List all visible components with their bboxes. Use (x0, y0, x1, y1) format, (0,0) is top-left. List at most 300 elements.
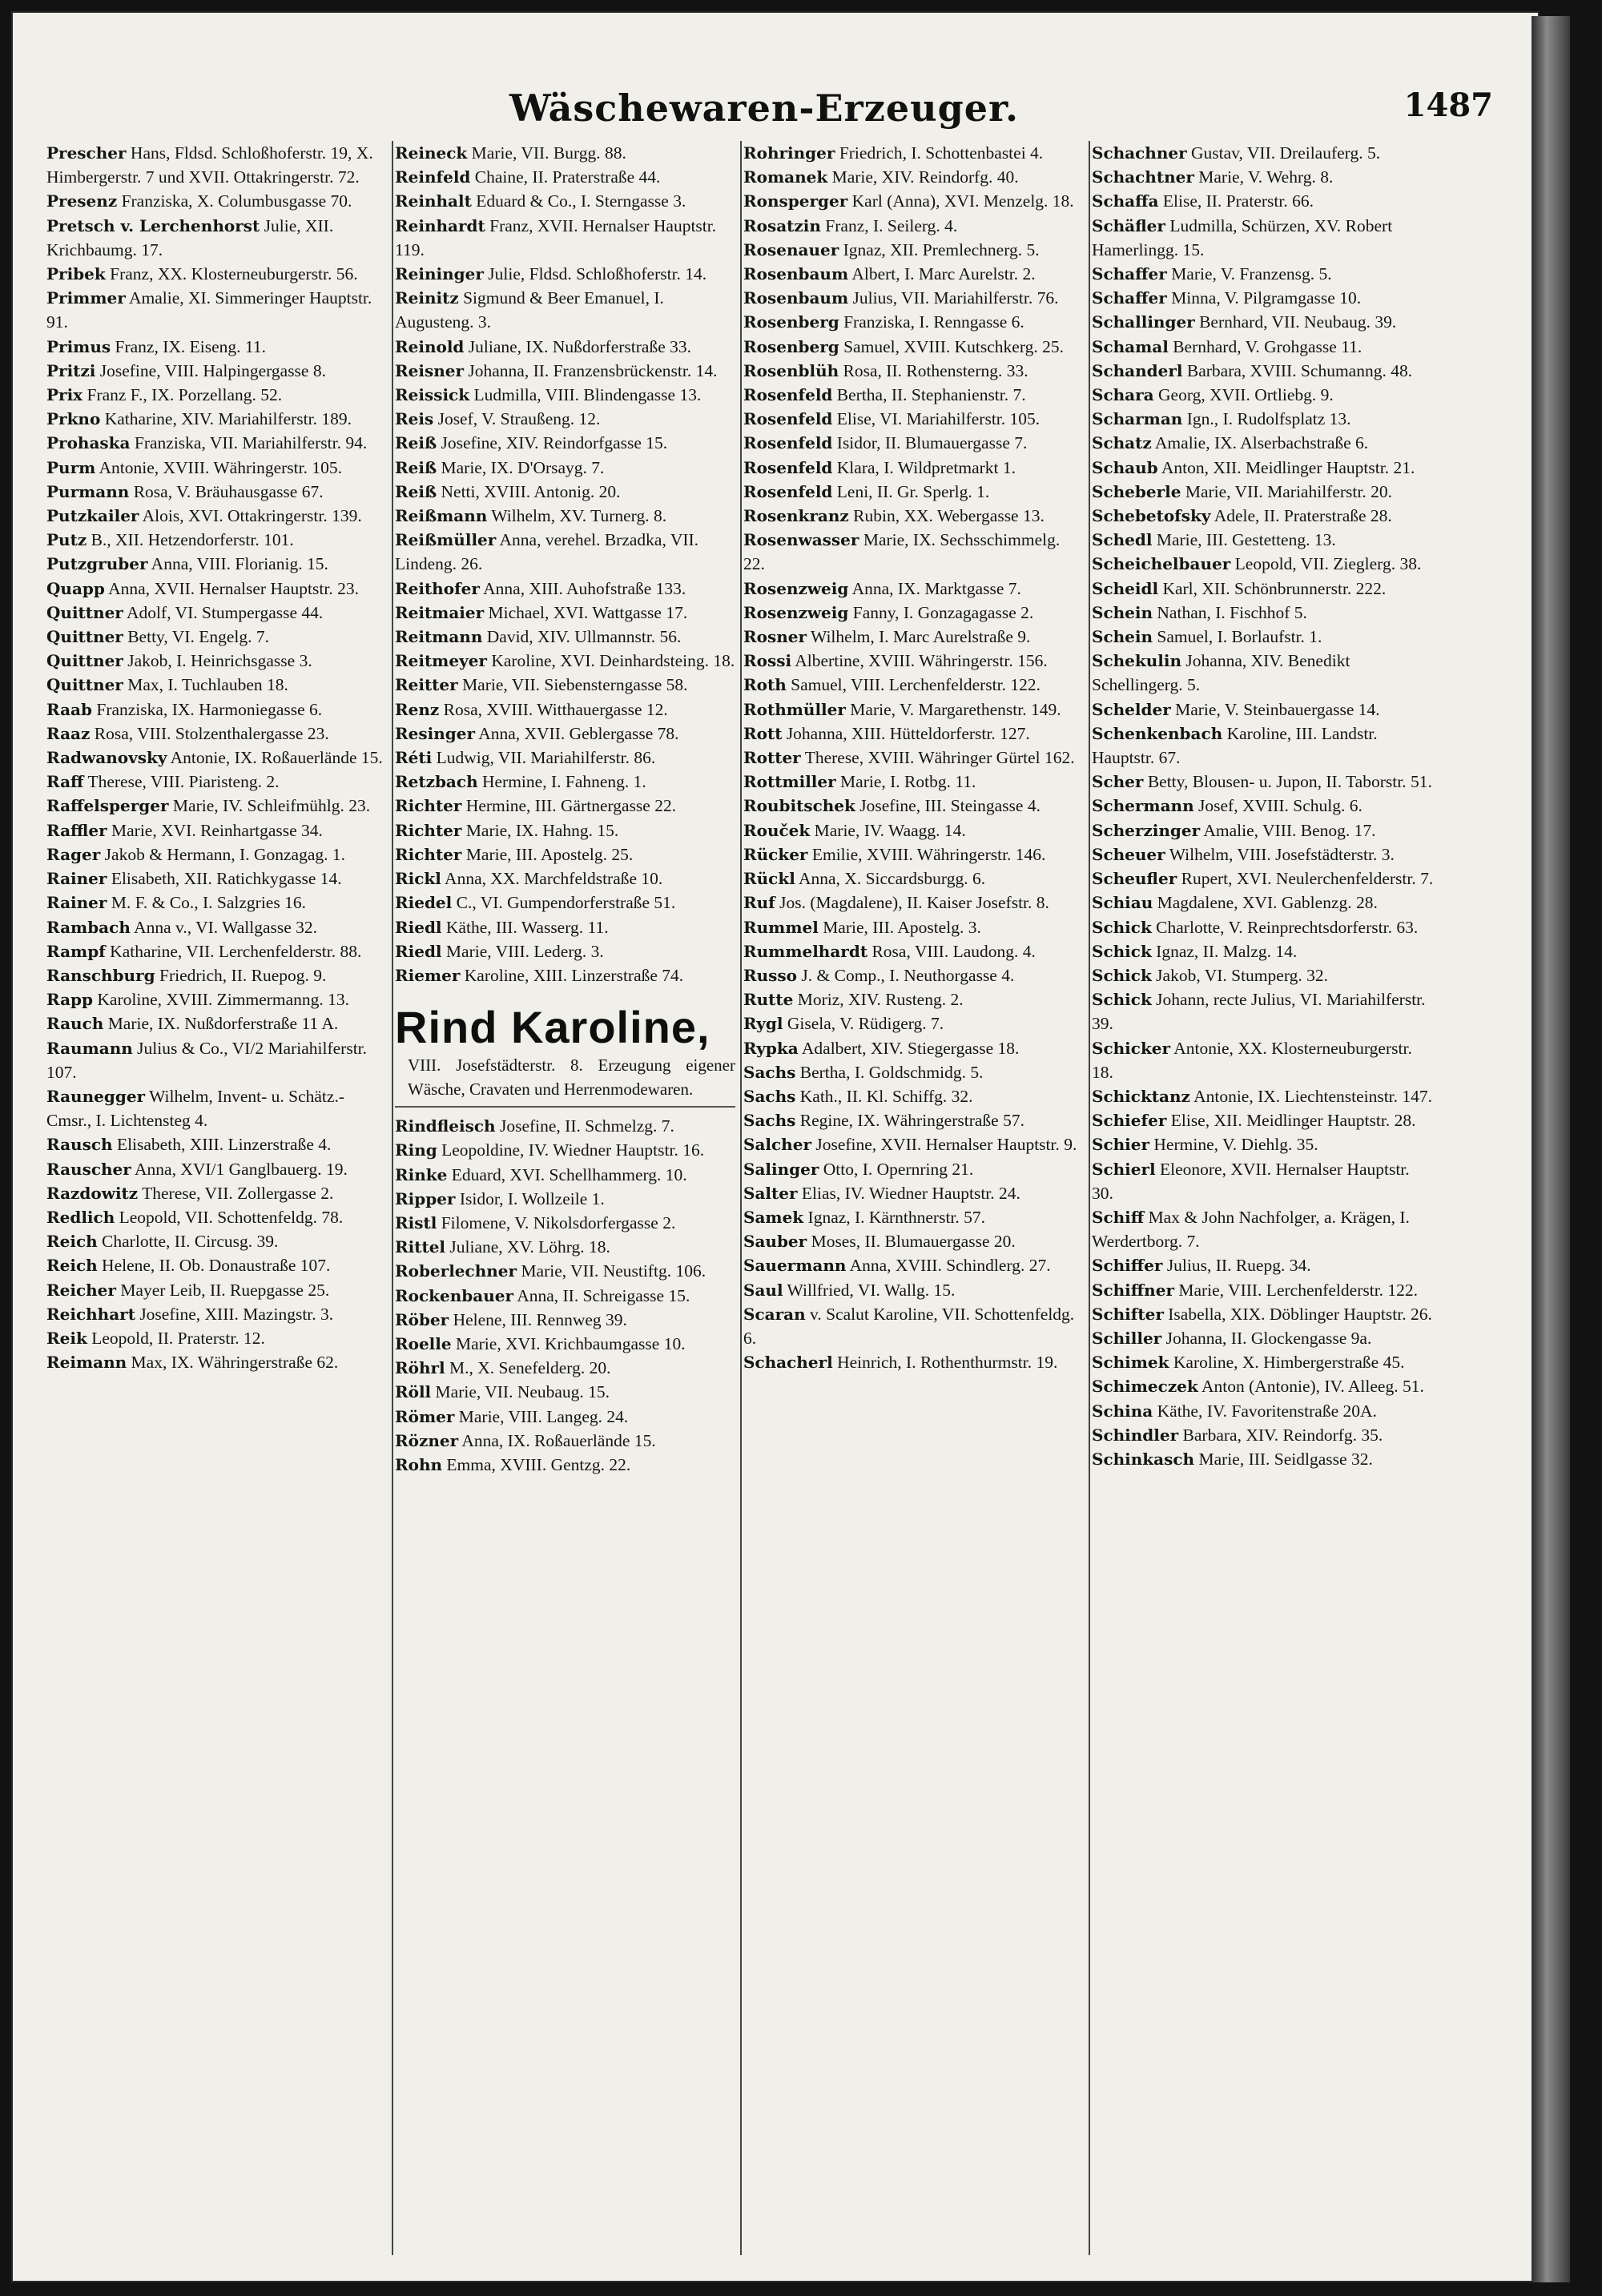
entry-address: Ludwig, VII. Mariahilferstr. 86. (432, 748, 656, 768)
entry-name: Raff (46, 772, 84, 792)
directory-entry (743, 698, 1084, 722)
entry-address: Franz, IX. Eiseng. 11. (111, 336, 266, 356)
directory-entry (395, 456, 735, 480)
directory-entry (743, 649, 1084, 673)
directory-entry (395, 867, 735, 891)
entry-address: Marie, XVI. Krichbaumgasse 10. (451, 1333, 686, 1353)
directory-entry (395, 359, 735, 383)
entry-name: Röber (395, 1309, 449, 1329)
entry-address: Karoline, XIII. Linzerstraße 74. (460, 965, 684, 985)
entry-name: Schedl (1092, 530, 1153, 550)
entry-name: Purm (46, 457, 96, 477)
directory-entry (743, 238, 1084, 262)
directory-entry (46, 987, 387, 1011)
entry-name: Roth (743, 675, 787, 695)
entry-address: Leopold, VII. Schottenfeldg. 78. (115, 1207, 344, 1227)
directory-entry (46, 552, 387, 576)
entry-address: Jakob, VI. Stumperg. 32. (1151, 965, 1328, 985)
entry-address: Johanna, XIV. Benedikt Schellingerg. 5. (1092, 651, 1350, 695)
entry-name: Quittner (46, 602, 123, 622)
entry-address: David, XIV. Ullmannstr. 56. (482, 627, 682, 647)
entry-name: Rambach (46, 917, 131, 937)
directory-entry (395, 891, 735, 915)
entry-address: Netti, XVIII. Antonig. 20. (437, 481, 621, 501)
entry-name: Rindfleisch (395, 1116, 496, 1136)
directory-entry (1092, 1447, 1434, 1471)
entry-address: Isidor, II. Blumauergasse 7. (832, 433, 1028, 453)
entry-address: Marie, V. Franzensg. 5. (1166, 264, 1332, 284)
directory-entry (1092, 1399, 1434, 1423)
entry-address: Anna, X. Siccardsburgg. 6. (795, 869, 986, 889)
entry-name: Reinfeld (395, 167, 471, 187)
entry-address: Josefine, XIII. Mazingstr. 3. (135, 1304, 334, 1324)
entry-address: Hermine, V. Diehlg. 35. (1149, 1135, 1318, 1155)
entry-name: Raffler (46, 820, 107, 840)
directory-entry (1092, 407, 1434, 431)
directory-entry (46, 939, 387, 963)
directory-entry (395, 1259, 735, 1283)
entry-name: Rothmüller (743, 699, 846, 719)
entry-address: Samuel, XVIII. Kutschkerg. 25. (839, 336, 1064, 356)
entry-address: Wilhelm, VIII. Josefstädterstr. 3. (1165, 844, 1395, 864)
entry-name: Rager (46, 844, 101, 864)
entry-name: Schick (1092, 990, 1152, 1010)
directory-entry (743, 1253, 1084, 1277)
directory-entry (395, 746, 735, 770)
directory-entry (743, 165, 1084, 189)
entry-address: Käthe, IV. Favoritenstraße 20A. (1153, 1401, 1377, 1421)
entry-name: Sachs (743, 1062, 796, 1082)
entry-name: Saul (743, 1280, 783, 1300)
directory-entry (743, 1205, 1084, 1229)
directory-entry (1092, 1205, 1434, 1253)
entry-address: Rosa, XVIII. Witthauergasse 12. (439, 699, 668, 719)
entry-name: Russo (743, 965, 798, 985)
entry-address: Anna, VIII. Florianig. 15. (147, 554, 328, 574)
entry-address: Therese, XVIII. Währinger Gürtel 162. (800, 748, 1075, 768)
entry-name: Putzkailer (46, 506, 139, 526)
directory-entry (395, 189, 735, 213)
entry-name: Schachner (1092, 143, 1187, 163)
entry-address: Anton (Antonie), IV. Alleeg. 51. (1197, 1377, 1424, 1397)
directory-entry (1092, 915, 1434, 939)
entry-name: Resinger (395, 723, 475, 743)
directory-entry (395, 165, 735, 189)
entry-name: Riedl (395, 941, 442, 961)
directory-entry (1092, 262, 1434, 286)
entry-address: Franz F., IX. Porzellang. 52. (83, 385, 283, 405)
entry-name: Pritzi (46, 360, 96, 380)
entry-address: Josefine, VIII. Halpingergasse 8. (95, 360, 326, 380)
entry-address: Anton, XII. Meidlinger Hauptstr. 21. (1157, 457, 1415, 477)
directory-entry (395, 504, 735, 528)
directory-entry (1092, 504, 1434, 528)
directory-entry (743, 262, 1084, 286)
directory-entry (743, 1350, 1084, 1374)
directory-entry (1092, 1036, 1434, 1084)
entry-name: Rosenzweig (743, 602, 849, 622)
directory-entry (743, 1229, 1084, 1253)
entry-name: Scherzinger (1092, 820, 1201, 840)
directory-entry (1092, 552, 1434, 576)
entry-name: Prix (46, 385, 83, 405)
entry-name: Richter (395, 796, 462, 816)
entry-address: Rosa, VIII. Stolzenthalergasse 23. (90, 723, 329, 743)
entry-name: Schanderl (1092, 360, 1183, 380)
entry-name: Salcher (743, 1135, 811, 1155)
directory-entry (46, 1011, 387, 1035)
directory-entry (395, 383, 735, 407)
entry-name: Samek (743, 1207, 804, 1227)
entry-name: Scheidl (1092, 578, 1159, 598)
directory-entry (46, 286, 387, 334)
entry-address: Marie, V. Steinbauergasse 14. (1170, 699, 1380, 719)
entry-address: M., X. Senefelderg. 20. (445, 1358, 611, 1378)
entry-address: Marie, VII. Burgg. 88. (467, 143, 626, 163)
directory-entry (46, 915, 387, 939)
entry-address: Adolf, VI. Stumpergasse 44. (123, 602, 324, 622)
entry-name: Rosenfeld (743, 481, 833, 501)
entry-address: Gisela, V. Rüdigerg. 7. (783, 1014, 944, 1034)
entry-address: Otto, I. Opernring 21. (819, 1159, 974, 1179)
directory-entry (46, 480, 387, 504)
entry-name: Raab (46, 699, 92, 719)
directory-entry (395, 1187, 735, 1211)
entry-name: Scher (1092, 772, 1144, 792)
entry-name: Roubitschek (743, 796, 855, 816)
directory-entry (46, 867, 387, 891)
entry-address: Marie, VIII. Langeg. 24. (454, 1406, 629, 1426)
entry-address: Heinrich, I. Rothenthurmstr. 19. (832, 1353, 1058, 1373)
entry-name: Sauber (743, 1232, 807, 1252)
entry-address: C., VI. Gumpendorferstraße 51. (452, 893, 676, 913)
directory-entry (1092, 963, 1434, 987)
entry-address: Anna, XVII. Geblergasse 78. (475, 723, 679, 743)
directory-entry (743, 770, 1084, 794)
directory-entry (1092, 601, 1434, 625)
directory-entry (46, 673, 387, 697)
entry-name: Rypka (743, 1038, 799, 1058)
entry-name: Ristl (395, 1212, 437, 1232)
entry-address: Marie, VII. Neustiftg. 106. (517, 1261, 706, 1281)
entry-address: Josefine, XIV. Reindorfgasse 15. (437, 433, 668, 453)
entry-name: Reiß (395, 433, 437, 453)
entry-name: Schaffer (1092, 264, 1167, 284)
directory-entry (1092, 1084, 1434, 1108)
directory-entry (1092, 987, 1434, 1035)
entry-address: Amalie, VIII. Benog. 17. (1200, 820, 1376, 840)
entry-address: Albert, I. Marc Aurelstr. 2. (848, 264, 1036, 284)
entry-address: Hermine, III. Gärtnergasse 22. (461, 796, 677, 816)
column-3 (742, 141, 1090, 2255)
entry-name: Röll (395, 1382, 432, 1402)
directory-entry (1092, 770, 1434, 794)
entry-name: Roberlechner (395, 1261, 517, 1281)
entry-name: Reitmann (395, 627, 483, 647)
entry-name: Reißmann (395, 506, 488, 526)
entry-address: Antonie, IX. Liechtensteinstr. 147. (1189, 1086, 1433, 1106)
entry-name: Scharman (1092, 409, 1183, 429)
entry-address: Bernhard, V. Grohgasse 11. (1168, 336, 1363, 356)
entry-address: Marie, IX. D'Orsayg. 7. (437, 457, 605, 477)
directory-entry (743, 794, 1084, 818)
entry-address: Antonie, IX. Roßauerlände 15. (167, 748, 383, 768)
entry-name: Rosenbaum (743, 264, 849, 284)
directory-entry (395, 1405, 735, 1429)
entry-address: Ignaz, II. Malzg. 14. (1151, 941, 1298, 961)
directory-entry (743, 335, 1084, 359)
directory-entry (46, 383, 387, 407)
directory-entry (46, 335, 387, 359)
entry-name: Reik (46, 1328, 87, 1348)
entry-address: Regine, IX. Währingerstraße 57. (795, 1111, 1024, 1131)
directory-entry (46, 407, 387, 431)
entry-name: Schiff (1092, 1207, 1145, 1227)
entry-address: Hans, Fldsd. Schloßhoferstr. 19, X. Himbergerstr. 7 und XVII. Ottakringerstr. 72. (46, 143, 373, 187)
directory-entry (395, 214, 735, 262)
ad-text: VIII. Josefstädterstr. 8. Erzeugung eigener Wäsche, Cravaten und Herrenmodewaren. (395, 1053, 735, 1108)
directory-entry (46, 1205, 387, 1229)
entry-name: Razdowitz (46, 1183, 139, 1203)
entry-address: Marie, III. Apostelg. 25. (461, 844, 634, 864)
directory-entry (1092, 625, 1434, 649)
entry-address: J. & Comp., I. Neuthorgasse 4. (797, 965, 1015, 985)
directory-entry (395, 649, 735, 673)
entry-address: Betty, VI. Engelg. 7. (123, 627, 269, 647)
directory-entry (1092, 722, 1434, 770)
entry-name: Rainer (46, 893, 107, 913)
directory-entry (1092, 1278, 1434, 1302)
entry-address: Emma, XVIII. Gentzg. 22. (442, 1454, 631, 1474)
entry-name: Retzbach (395, 772, 478, 792)
entry-name: Schier (1092, 1135, 1150, 1155)
entry-address: Anna, XVIII. Schindlerg. 27. (846, 1256, 1051, 1276)
entry-name: Scheuer (1092, 844, 1165, 864)
entry-address: Josefine, III. Steingasse 4. (855, 796, 1040, 816)
entry-name: Salinger (743, 1159, 819, 1179)
entry-address: Chaine, II. Praterstraße 44. (470, 167, 661, 187)
entry-address: Betty, Blousen- u. Jupon, II. Taborstr. 51. (1143, 772, 1432, 792)
entry-address: Josefine, II. Schmelzg. 7. (495, 1116, 674, 1136)
entry-name: Reitmaier (395, 602, 485, 622)
directory-entry (743, 214, 1084, 238)
entry-address: Alois, XVI. Ottakringerstr. 139. (139, 506, 362, 526)
directory-entry (743, 1011, 1084, 1035)
directory-entry (46, 528, 387, 552)
entry-address: Helene, III. Rennweg 39. (449, 1309, 627, 1329)
entry-address: Elisabeth, XIII. Linzerstraße 4. (112, 1135, 332, 1155)
entry-address: Bernhard, VII. Neubaug. 39. (1194, 312, 1397, 332)
entry-address: Johanna, II. Franzensbrückenstr. 14. (464, 360, 718, 380)
directory-entry (395, 528, 735, 576)
entry-address: Marie, VIII. Lederg. 3. (441, 941, 604, 961)
entry-address: Wilhelm, I. Marc Aurelstraße 9. (807, 627, 1031, 647)
directory-entry (743, 867, 1084, 891)
entry-name: Reininger (395, 264, 484, 284)
entry-address: Leni, II. Gr. Sperlg. 1. (832, 481, 990, 501)
entry-address: Marie, IV. Waagg. 14. (810, 820, 966, 840)
directory-entry (46, 1278, 387, 1302)
directory-entry (46, 577, 387, 601)
entry-address: Bertha, II. Stephanienstr. 7. (832, 385, 1026, 405)
entry-address: Jos. (Magdalene), II. Kaiser Josefstr. 8. (775, 893, 1049, 913)
directory-entry (46, 1229, 387, 1253)
entry-address: Leopoldine, IV. Wiedner Hauptstr. 16. (437, 1140, 705, 1160)
entry-address: Karoline, XVI. Deinhardsteing. 18. (486, 651, 735, 671)
entry-address: Katharine, VII. Lerchenfelderstr. 88. (105, 941, 362, 961)
directory-entry (395, 915, 735, 939)
directory-entry (1092, 891, 1434, 915)
entry-address: Marie, IX. Sechsschimmelg. 22. (743, 530, 1061, 574)
entry-name: Schiefer (1092, 1111, 1167, 1131)
entry-name: Reis (395, 409, 434, 429)
directory-entry (395, 1453, 735, 1477)
entry-name: Quittner (46, 651, 123, 671)
entry-address: Amalie, XI. Simmeringer Hauptstr. 91. (46, 288, 372, 332)
entry-address: Rubin, XX. Webergasse 13. (848, 506, 1045, 526)
entry-address: Ludmilla, VIII. Blindengasse 13. (469, 385, 702, 405)
entry-address: Elise, II. Praterstr. 66. (1158, 191, 1314, 211)
directory-entry (46, 1253, 387, 1277)
entry-name: Rosenwasser (743, 530, 859, 550)
entry-name: Schicker (1092, 1038, 1171, 1058)
entry-address: Charlotte, V. Reinprechtsdorferstr. 63. (1151, 917, 1419, 937)
entry-name: Prescher (46, 143, 127, 163)
directory-entry (743, 939, 1084, 963)
entry-address: Minna, V. Pilgramgasse 10. (1166, 288, 1362, 308)
entry-address: Anna, II. Schreigasse 15. (513, 1285, 690, 1305)
entry-name: Scheberle (1092, 481, 1181, 501)
entry-address: Marie, V. Wehrg. 8. (1193, 167, 1334, 187)
entry-address: Anna, XIII. Auhofstraße 133. (479, 578, 686, 598)
entry-address: Julius, VII. Mariahilferstr. 76. (848, 288, 1059, 308)
entry-name: Rosner (743, 627, 807, 647)
entry-address: Isabella, XIX. Döblinger Hauptstr. 26. (1163, 1304, 1432, 1324)
entry-name: Reichhart (46, 1304, 135, 1324)
directory-entry (1092, 1157, 1434, 1205)
entry-address: Marie, VII. Mariahilferstr. 20. (1181, 481, 1392, 501)
entry-address: Juliane, XV. Löhrg. 18. (445, 1237, 610, 1257)
directory-entry (46, 963, 387, 987)
entry-name: Schicktanz (1092, 1086, 1190, 1106)
directory-entry (1092, 818, 1434, 842)
entry-name: Rauscher (46, 1159, 131, 1179)
entry-name: Schaffa (1092, 191, 1159, 211)
entry-name: Rockenbauer (395, 1285, 514, 1305)
entry-name: Riemer (395, 965, 461, 985)
entry-name: Sachs (743, 1086, 796, 1106)
directory-entry (1092, 1108, 1434, 1132)
directory-entry (743, 528, 1084, 576)
entry-name: Schimeczek (1092, 1377, 1198, 1397)
directory-entry (395, 939, 735, 963)
directory-entry (395, 842, 735, 867)
entry-name: Schiau (1092, 893, 1153, 913)
entry-name: Schein (1092, 602, 1153, 622)
directory-entry (1092, 1253, 1434, 1277)
entry-address: Josef, XVIII. Schulg. 6. (1193, 796, 1363, 816)
directory-entry (395, 698, 735, 722)
directory-entry (395, 1138, 735, 1162)
entry-address: Magdalene, XVI. Gablenzg. 28. (1153, 893, 1378, 913)
entry-address: Franz, I. Seilerg. 4. (820, 215, 958, 235)
entry-name: Réti (395, 748, 433, 768)
entry-name: Rücker (743, 844, 808, 864)
entry-name: Rutte (743, 990, 794, 1010)
entry-address: Willfried, VI. Wallg. 15. (783, 1280, 956, 1300)
entry-name: Rygl (743, 1014, 783, 1034)
directory-entry (1092, 214, 1434, 262)
entry-name: Quapp (46, 578, 105, 598)
directory-entry (395, 1380, 735, 1404)
entry-name: Scheufler (1092, 869, 1177, 889)
directory-entry (743, 963, 1084, 987)
entry-name: Schaffer (1092, 288, 1167, 308)
directory-entry (46, 1084, 387, 1132)
directory-entry (743, 189, 1084, 213)
entry-address: Leopold, II. Praterstr. 12. (87, 1328, 265, 1348)
entry-name: Schifter (1092, 1304, 1164, 1324)
entry-name: Rinke (395, 1164, 448, 1184)
entry-address: Leopold, VII. Zieglerg. 38. (1230, 554, 1422, 574)
entry-address: Marie, XIV. Reindorfg. 40. (827, 167, 1019, 187)
page-header (32, 86, 1496, 135)
directory-entry (46, 601, 387, 625)
entry-name: Reicher (46, 1280, 116, 1300)
directory-entry (1092, 1326, 1434, 1350)
entry-address: Julius & Co., VI/2 Mariahilferstr. 107. (46, 1038, 368, 1082)
entry-name: Romanek (743, 167, 828, 187)
entry-address: Ignaz, I. Kärnthnerstr. 57. (803, 1207, 986, 1227)
entry-address: Samuel, I. Borlaufstr. 1. (1153, 627, 1322, 647)
entry-address: v. Scalut Karoline, VII. Schottenfeldg. 6. (743, 1304, 1075, 1348)
directory-entry (46, 1302, 387, 1326)
entry-address: Barbara, XVIII. Schumanng. 48. (1182, 360, 1413, 380)
entry-address: Mayer Leib, II. Ruepgasse 25. (115, 1280, 330, 1300)
entry-address: Jakob, I. Heinrichsgasse 3. (123, 651, 312, 671)
entry-name: Renz (395, 699, 440, 719)
directory-entry (395, 963, 735, 987)
directory-entry (743, 431, 1084, 455)
entry-name: Rosenbaum (743, 288, 849, 308)
directory-entry (743, 383, 1084, 407)
directory-entry (743, 577, 1084, 601)
entry-name: Reiß (395, 481, 437, 501)
entry-address: Adele, II. Praterstraße 28. (1210, 506, 1392, 526)
entry-name: Rotter (743, 748, 801, 768)
entry-name: Ripper (395, 1188, 456, 1208)
directory-entry (743, 987, 1084, 1011)
entry-name: Rosenblüh (743, 360, 839, 380)
entry-address: Marie, IV. Schleifmühlg. 23. (168, 796, 371, 816)
directory-entry (46, 359, 387, 383)
entry-name: Scaran (743, 1304, 806, 1324)
directory-entry (46, 262, 387, 286)
entry-name: Rampf (46, 941, 106, 961)
entry-name: Schinkasch (1092, 1449, 1195, 1469)
entry-address: Max, IX. Währingerstraße 62. (127, 1353, 339, 1373)
directory-entry (395, 262, 735, 286)
entry-name: Prohaska (46, 433, 131, 453)
entry-name: Sauermann (743, 1256, 847, 1276)
entry-address: Amalie, IX. Alserbachstraße 6. (1151, 433, 1369, 453)
directory-entry (1092, 335, 1434, 359)
entry-name: Redlich (46, 1207, 115, 1227)
entry-name: Salter (743, 1183, 798, 1203)
entry-name: Schäfler (1092, 215, 1165, 235)
entry-name: Rosenzweig (743, 578, 849, 598)
entry-name: Schebetofsky (1092, 506, 1211, 526)
